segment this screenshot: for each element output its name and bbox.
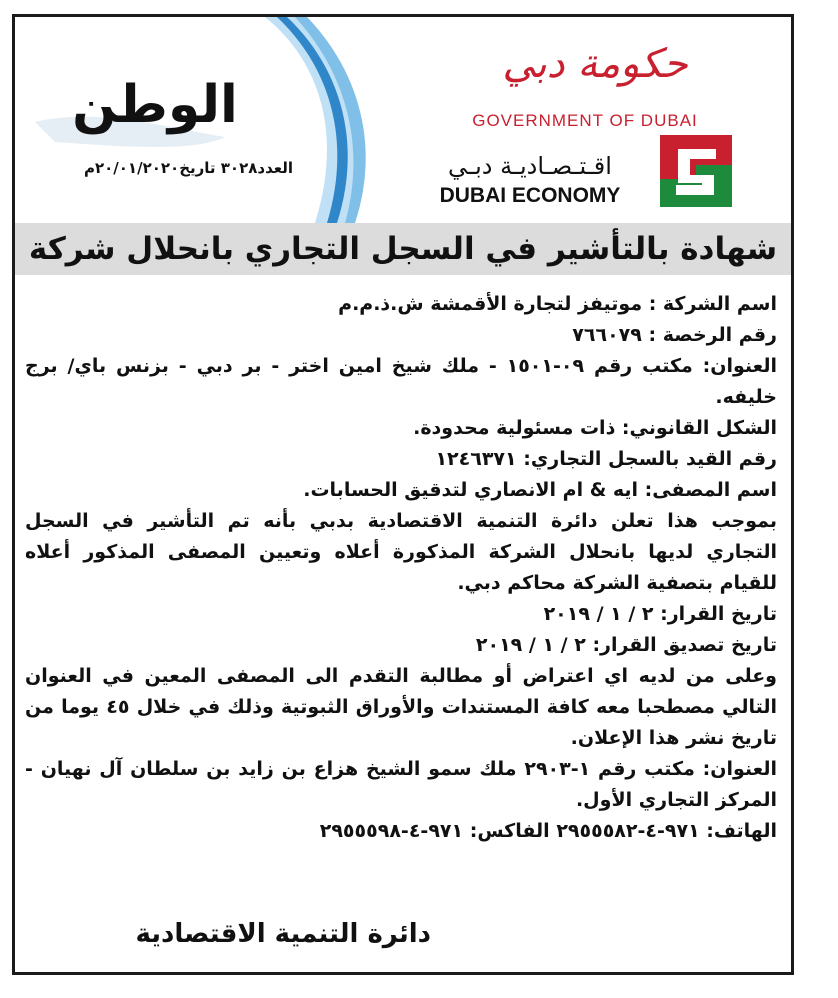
announcement-title: شهادة بالتأشير في السجل التجاري بانحلال شركة [28,231,778,267]
liquidator-address-line: العنوان: مكتب رقم ١-٢٩٠٣ ملك سمو الشيخ هزاع بن زايد بن سلطان آل نهيان - المركز التجاري الأول. [25,758,778,811]
title-bar [15,223,791,275]
address-line: العنوان: مكتب رقم ٠٩-١٥٠١ - ملك شيخ امين اختر - بر دبي - بزنس باي/ برج خليفه. [25,355,778,408]
gov-dubai-english-logo: GOVERNMENT OF DUBAI [472,111,698,130]
dubai-economy-arabic: اقـتـصـاديـة دبـي [448,152,612,180]
registry-number-line: رقم القيد بالسجل التجاري: ١٢٤٦٣٧١ [435,448,777,470]
header [15,17,791,223]
company-name-line: اسم الشركة : موتيفز لتجارة الأقمشة ش.ذ.م.م [338,293,777,315]
newspaper-name: الوطن [72,75,238,135]
signature: دائرة التنمية الاقتصادية [135,919,431,949]
legal-form-line: الشكل القانوني: ذات مسئولية محدودة. [413,417,777,439]
issue-date-line: العدد٣٠٢٨ تاريخ٢٠/٠١/٢٠٢٠م [83,159,293,177]
announcement-body [25,289,777,847]
liquidator-name-line: اسم المصفى: ايه & ام الانصاري لتدقيق الحسابات. [303,479,777,501]
announcement-frame [12,14,794,975]
dubai-economy-english: DUBAI ECONOMY [439,184,621,207]
dubai-economy-logo-icon [660,135,732,207]
license-number-line: رقم الرخصة : ٧٦٦٠٧٩ [572,324,777,346]
announcement-paragraph: بموجب هذا تعلن دائرة التنمية الاقتصادية بدبي بأنه تم التأشير في السجل التجاري لديها بانحلال الشركة المذكورة أعلاه وتعيين المصفى المذكور أعلاه للقيام بتصفية الشركة محاكم دبي. [25,510,777,594]
gov-dubai-arabic-logo: حكومة دبي [502,41,688,87]
decision-date-line: تاريخ القرار: ٢ / ١ / ٢٠١٩ [543,603,777,625]
decision-approval-date-line: تاريخ تصديق القرار: ٢ / ١ / ٢٠١٩ [475,634,777,656]
objection-paragraph: وعلى من لديه اي اعتراض أو مطالبة التقدم الى المصفى المعين في العنوان التالي مصطحبا معه كافة المستندات والأوراق الثبوتية وذلك في خلال ٤٥ يوما من تاريخ نشر هذا الإعلان. [25,665,777,749]
phone-fax-line: الهاتف: ٩٧١-٤-٢٩٥٥٥٨٢ الفاكس: ٩٧١-٤-٢٩٥٥٥٩٨ [319,820,777,842]
